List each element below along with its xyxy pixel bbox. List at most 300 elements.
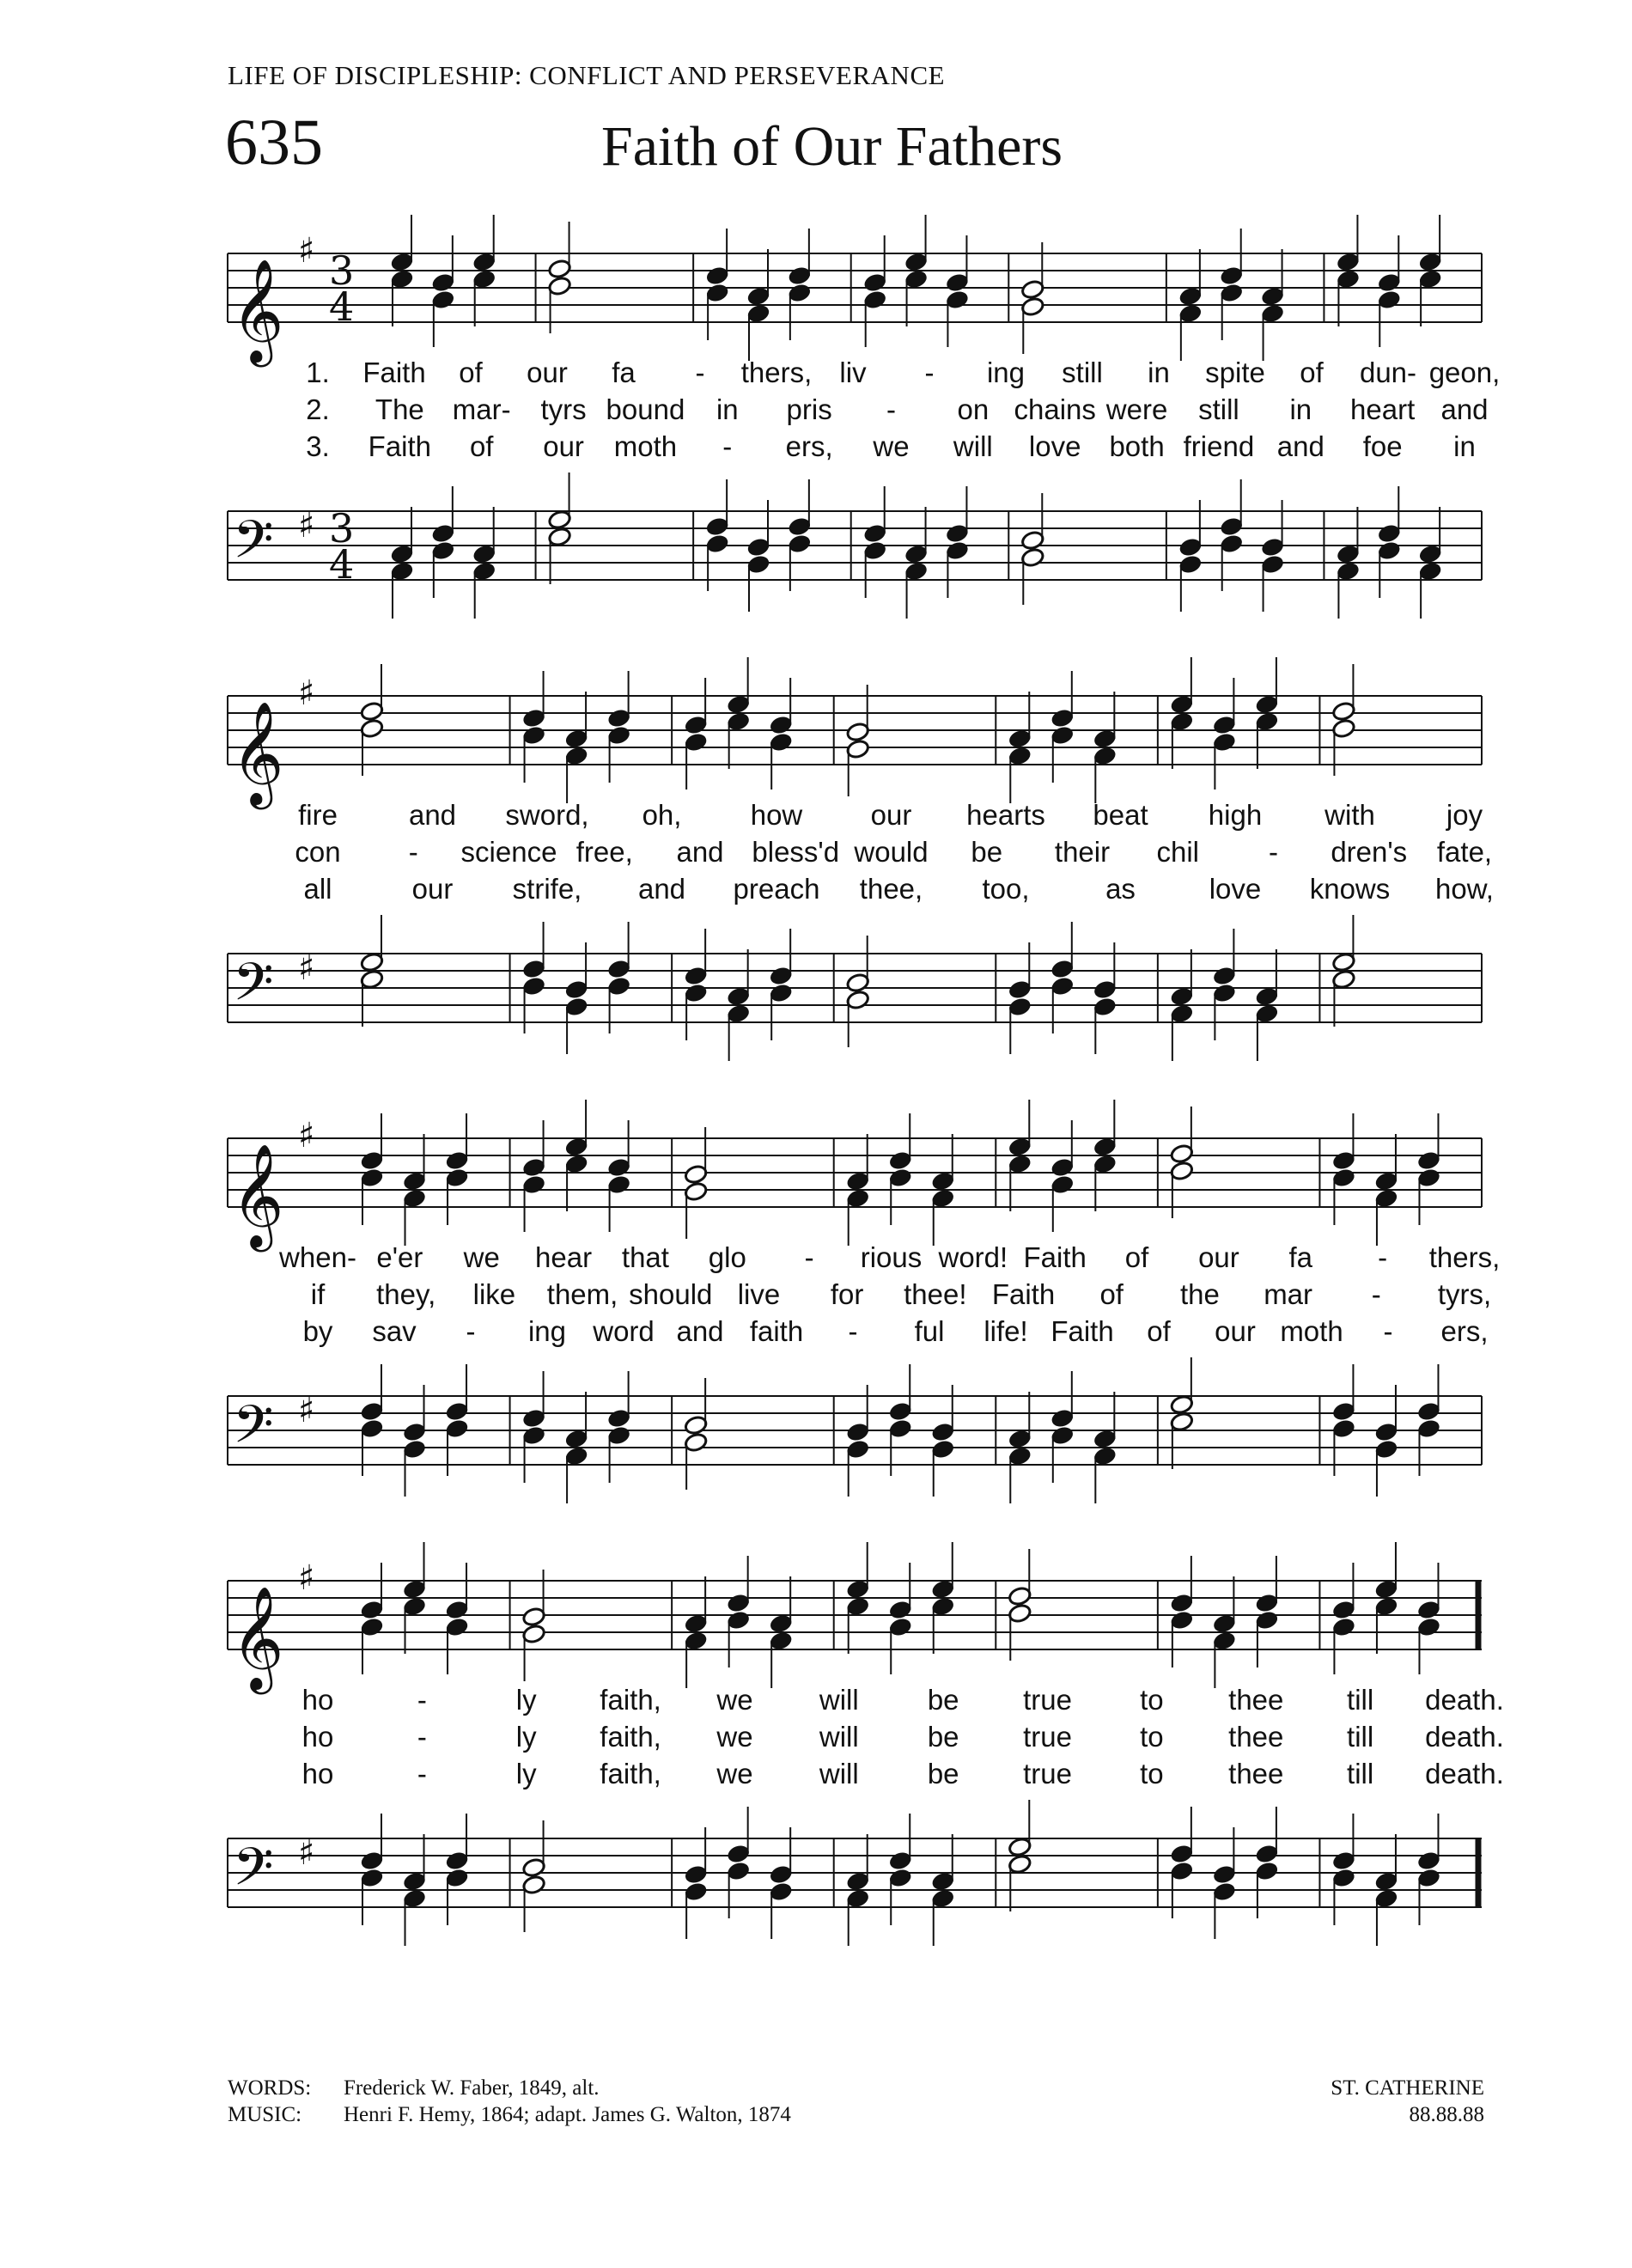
lyric-syllable: - <box>466 1315 476 1347</box>
verse-1-line <box>228 1684 1504 1718</box>
quarter-note-icon <box>445 1168 469 1188</box>
quarter-note-icon <box>1418 252 1442 272</box>
quarter-note-icon <box>1008 1446 1032 1466</box>
lyric-syllable: to <box>1140 1721 1164 1753</box>
quarter-note-icon <box>445 1418 469 1439</box>
quarter-note-icon <box>846 1596 870 1617</box>
lyric-syllable: were <box>1105 393 1168 425</box>
quarter-note-icon <box>863 290 887 310</box>
quarter-note-icon <box>1212 1631 1236 1651</box>
half-note-icon <box>360 952 384 972</box>
lyric-syllable: 2. <box>306 393 330 425</box>
lyric-syllable: thee! <box>904 1278 967 1310</box>
quarter-note-icon <box>431 523 455 544</box>
half-note-icon <box>360 701 384 722</box>
lyric-syllable: till <box>1347 1684 1374 1716</box>
lyric-syllable: we <box>716 1684 753 1716</box>
quarter-note-icon <box>402 1439 426 1460</box>
quarter-note-icon <box>1418 269 1442 290</box>
quarter-note-icon <box>431 540 455 561</box>
half-note-icon <box>360 969 384 990</box>
bass-staff <box>228 485 1482 606</box>
lyric-syllable: our <box>411 873 454 905</box>
quarter-note-icon <box>945 290 969 310</box>
quarter-note-icon <box>1377 540 1401 561</box>
lyric-syllable: Faith <box>362 357 426 388</box>
verse-1-line <box>228 357 1501 391</box>
quarter-note-icon <box>1220 265 1244 286</box>
quarter-note-icon <box>472 252 496 272</box>
quarter-note-icon <box>863 272 887 293</box>
lyric-syllable: thee <box>1228 1721 1284 1753</box>
lyric-syllable: faith, <box>600 1721 661 1753</box>
quarter-note-icon <box>402 1888 426 1909</box>
lyric-syllable: live <box>737 1278 781 1310</box>
lyric-syllable: would <box>854 836 929 868</box>
bass-staff <box>228 1813 1482 1933</box>
lyric-syllable: mar <box>1264 1278 1313 1310</box>
half-note-icon <box>1020 530 1044 551</box>
quarter-note-icon <box>931 1171 955 1192</box>
quarter-note-icon <box>1050 708 1075 729</box>
quarter-note-icon <box>1255 711 1279 732</box>
lyric-syllable: faith <box>749 1315 804 1347</box>
quarter-note-icon <box>1374 1579 1398 1600</box>
lyric-syllable: our <box>527 357 568 388</box>
quarter-note-icon <box>746 537 770 558</box>
quarter-note-icon <box>1418 561 1442 582</box>
tune-meter: 88.88.88 <box>1409 2103 1484 2126</box>
quarter-note-icon <box>360 1150 384 1171</box>
quarter-note-icon <box>606 1408 630 1429</box>
quarter-note-icon <box>1008 1429 1032 1449</box>
lyric-syllable: - <box>1378 1241 1388 1273</box>
quarter-note-icon <box>360 1401 384 1422</box>
lyric-syllable: moth <box>1280 1315 1343 1347</box>
half-note-icon <box>360 718 384 739</box>
quarter-note-icon <box>1336 544 1360 564</box>
quarter-note-icon <box>390 544 414 564</box>
quarter-note-icon <box>769 1881 793 1902</box>
quarter-note-icon <box>1220 516 1244 537</box>
quarter-note-icon <box>846 1171 870 1192</box>
lyric-syllable: we <box>716 1721 753 1753</box>
quarter-note-icon <box>769 1864 793 1885</box>
quarter-note-icon <box>431 272 455 293</box>
lyric-syllable: hear <box>535 1241 593 1273</box>
quarter-note-icon <box>1008 1137 1032 1157</box>
lyric-syllable: pris <box>786 393 832 425</box>
quarter-note-icon <box>402 1596 426 1617</box>
lyric-syllable: ers, <box>785 430 833 462</box>
lyric-syllable: of <box>1300 357 1324 388</box>
treble-clef-icon: 𝄞 <box>231 1585 284 1690</box>
half-note-icon <box>547 527 571 547</box>
lyric-syllable: true <box>1023 1684 1072 1716</box>
lyric-syllable: in <box>716 393 739 425</box>
lyric-syllable: ho <box>301 1758 334 1789</box>
lyric-syllable: spite <box>1205 357 1265 388</box>
half-note-icon <box>521 1624 545 1644</box>
quarter-note-icon <box>846 1422 870 1442</box>
quarter-note-icon <box>564 746 588 766</box>
lyric-syllable: 3. <box>306 430 330 462</box>
half-note-icon <box>846 990 870 1010</box>
quarter-note-icon <box>1178 537 1203 558</box>
quarter-note-icon <box>1050 1408 1075 1429</box>
quarter-note-icon <box>846 1871 870 1892</box>
lyric-syllable: strife, <box>512 873 582 905</box>
quarter-note-icon <box>904 544 928 564</box>
quarter-note-icon <box>888 1401 912 1422</box>
lyric-syllable: love <box>1209 873 1262 905</box>
quarter-note-icon <box>1008 997 1032 1017</box>
quarter-note-icon <box>1374 1439 1398 1460</box>
quarter-note-icon <box>606 1157 630 1178</box>
sharp-icon: ♯ <box>298 948 315 988</box>
half-note-icon <box>1331 952 1355 972</box>
lyric-syllable: all <box>303 873 332 905</box>
lyric-syllable: dren's <box>1331 836 1408 868</box>
half-note-icon <box>1170 1394 1194 1415</box>
music-system-1 <box>228 228 1501 623</box>
quarter-note-icon <box>1170 986 1194 1007</box>
quarter-note-icon <box>1374 1188 1398 1209</box>
quarter-note-icon <box>521 1425 545 1446</box>
half-note-icon <box>1008 1603 1032 1624</box>
lyric-syllable: thee, <box>859 873 923 905</box>
quarter-note-icon <box>931 1888 955 1909</box>
quarter-note-icon <box>521 725 545 746</box>
lyric-syllable: science <box>460 836 557 868</box>
lyric-syllable: our <box>870 799 912 831</box>
quarter-note-icon <box>1416 1418 1440 1439</box>
verse-2-line <box>228 393 1489 428</box>
quarter-note-icon <box>1255 1003 1279 1024</box>
lyric-syllable: if <box>310 1278 326 1310</box>
quarter-note-icon <box>445 1401 469 1422</box>
quarter-note-icon <box>888 1617 912 1637</box>
quarter-note-icon <box>746 303 770 324</box>
quarter-note-icon <box>606 1174 630 1195</box>
quarter-note-icon <box>726 1610 750 1631</box>
quarter-note-icon <box>1416 1850 1440 1871</box>
quarter-note-icon <box>472 561 496 582</box>
quarter-note-icon <box>1008 979 1032 1000</box>
quarter-note-icon <box>1178 286 1203 307</box>
half-note-icon <box>547 276 571 296</box>
lyric-syllable: be <box>971 836 1003 868</box>
lyric-syllable: will <box>819 1684 859 1716</box>
half-note-icon <box>1008 1854 1032 1875</box>
quarter-note-icon <box>945 272 969 293</box>
quarter-note-icon <box>1260 554 1284 575</box>
words-label: WORDS: <box>228 2076 312 2100</box>
quarter-note-icon <box>1331 1617 1355 1637</box>
quarter-note-icon <box>445 1850 469 1871</box>
half-note-icon <box>846 972 870 993</box>
lyric-syllable: still <box>1062 357 1103 388</box>
quarter-note-icon <box>1374 1596 1398 1617</box>
quarter-note-icon <box>1050 1174 1075 1195</box>
quarter-note-icon <box>1050 725 1075 746</box>
lyric-syllable: - <box>417 1758 427 1789</box>
lyric-syllable: - <box>417 1721 427 1753</box>
quarter-note-icon <box>1336 252 1360 272</box>
quarter-note-icon <box>1093 729 1117 749</box>
quarter-note-icon <box>888 1600 912 1620</box>
lyric-syllable: till <box>1347 1721 1374 1753</box>
quarter-note-icon <box>846 1579 870 1600</box>
lyric-syllable: ers, <box>1440 1315 1489 1347</box>
lyric-syllable: thers, <box>740 357 813 388</box>
half-note-icon <box>846 739 870 759</box>
quarter-note-icon <box>1331 1401 1355 1422</box>
lyric-syllable: ho <box>301 1684 334 1716</box>
lyric-syllable: of <box>459 357 483 388</box>
lyric-syllable: till <box>1347 1758 1374 1789</box>
quarter-note-icon <box>769 732 793 753</box>
quarter-note-icon <box>1170 1610 1194 1631</box>
lyric-syllable: Faith <box>1050 1315 1114 1347</box>
half-note-icon <box>1008 1586 1032 1606</box>
verse-2-line <box>228 1278 1492 1313</box>
lyric-syllable: them, <box>546 1278 618 1310</box>
quarter-note-icon <box>402 1871 426 1892</box>
music-label: MUSIC: <box>228 2103 302 2126</box>
quarter-note-icon <box>945 523 969 544</box>
lyric-syllable: when- <box>279 1241 356 1273</box>
quarter-note-icon <box>726 694 750 715</box>
lyric-syllable: mar- <box>452 393 511 425</box>
lyric-syllable: we <box>463 1241 500 1273</box>
lyric-syllable: - <box>1269 836 1278 868</box>
lyric-syllable: faith, <box>600 1684 661 1716</box>
quarter-note-icon <box>1260 303 1284 324</box>
lyric-syllable: - <box>408 836 418 868</box>
quarter-note-icon <box>1093 746 1117 766</box>
lyric-syllable: will <box>819 1758 859 1789</box>
quarter-note-icon <box>1212 966 1236 986</box>
quarter-note-icon <box>769 1613 793 1634</box>
quarter-note-icon <box>1008 1154 1032 1174</box>
quarter-note-icon <box>1336 269 1360 290</box>
half-note-icon <box>1170 1143 1194 1164</box>
quarter-note-icon <box>1416 1617 1440 1637</box>
quarter-note-icon <box>360 1168 384 1188</box>
quarter-note-icon <box>1212 715 1236 735</box>
lyric-syllable: as <box>1105 873 1136 905</box>
quarter-note-icon <box>769 1631 793 1651</box>
lyric-syllable: foe <box>1362 430 1403 462</box>
quarter-note-icon <box>788 283 812 303</box>
quarter-note-icon <box>1255 1593 1279 1613</box>
tune-name: ST. CATHERINE <box>1331 2076 1484 2100</box>
lyric-syllable: our <box>1215 1315 1256 1347</box>
quarter-note-icon <box>445 1150 469 1171</box>
lyric-syllable: we <box>716 1758 753 1789</box>
quarter-note-icon <box>1093 1429 1117 1449</box>
sharp-icon: ♯ <box>298 674 315 713</box>
quarter-note-icon <box>402 1188 426 1209</box>
quarter-note-icon <box>746 554 770 575</box>
lyric-syllable: - <box>886 393 896 425</box>
lyric-syllable: liv <box>839 357 867 388</box>
quarter-note-icon <box>1331 1600 1355 1620</box>
half-note-icon <box>1331 718 1355 739</box>
credits <box>228 2075 791 2128</box>
lyric-syllable: thers, <box>1428 1241 1501 1273</box>
half-note-icon <box>1170 1411 1194 1432</box>
lyric-syllable: ly <box>515 1758 537 1789</box>
quarter-note-icon <box>431 290 455 310</box>
quarter-note-icon <box>1170 694 1194 715</box>
quarter-note-icon <box>1093 997 1117 1017</box>
quarter-note-icon <box>564 1429 588 1449</box>
quarter-note-icon <box>888 1850 912 1871</box>
quarter-note-icon <box>606 708 630 729</box>
lyric-syllable: knows <box>1309 873 1391 905</box>
lyric-syllable: free, <box>575 836 633 868</box>
sharp-icon: ♯ <box>298 506 315 546</box>
lyric-syllable: life! <box>983 1315 1028 1347</box>
quarter-note-icon <box>445 1868 469 1888</box>
lyric-syllable: and <box>1440 393 1489 425</box>
lyric-syllable: love <box>1028 430 1081 462</box>
quarter-note-icon <box>402 1171 426 1192</box>
quarter-note-icon <box>1255 694 1279 715</box>
half-note-icon <box>547 259 571 279</box>
treble-staff <box>228 228 1482 363</box>
quarter-note-icon <box>931 1188 955 1209</box>
quarter-note-icon <box>846 1888 870 1909</box>
quarter-note-icon <box>705 533 729 554</box>
quarter-note-icon <box>904 561 928 582</box>
quarter-note-icon <box>360 1600 384 1620</box>
music-system-3 <box>228 1113 1501 1508</box>
lyric-syllable: be <box>927 1684 959 1716</box>
quarter-note-icon <box>888 1168 912 1188</box>
lyric-syllable: ing <box>986 357 1026 388</box>
quarter-note-icon <box>684 732 708 753</box>
half-note-icon <box>1331 701 1355 722</box>
quarter-note-icon <box>1336 561 1360 582</box>
quarter-note-icon <box>1374 1171 1398 1192</box>
lyric-syllable: on <box>957 393 990 425</box>
quarter-note-icon <box>1331 1868 1355 1888</box>
quarter-note-icon <box>360 1418 384 1439</box>
lyric-syllable: ho <box>301 1721 334 1753</box>
lyric-syllable: The <box>375 393 424 425</box>
quarter-note-icon <box>1377 290 1401 310</box>
time-signature-top: 3 <box>329 505 355 552</box>
lyric-syllable: by <box>302 1315 333 1347</box>
lyric-syllable: and <box>676 836 724 868</box>
half-note-icon <box>1170 1161 1194 1181</box>
half-note-icon <box>1020 279 1044 300</box>
lyric-syllable: friend <box>1183 430 1255 462</box>
quarter-note-icon <box>705 516 729 537</box>
lyric-syllable: in <box>1453 430 1476 462</box>
quarter-note-icon <box>521 1174 545 1195</box>
time-signature-bottom: 4 <box>329 284 355 330</box>
quarter-note-icon <box>472 544 496 564</box>
lyric-syllable: dun- <box>1359 357 1417 388</box>
lyric-syllable: - <box>722 430 733 462</box>
verse-3-line <box>228 430 1482 465</box>
quarter-note-icon <box>521 1157 545 1178</box>
quarter-note-icon <box>606 959 630 979</box>
quarter-note-icon <box>684 983 708 1003</box>
quarter-note-icon <box>521 1408 545 1429</box>
quarter-note-icon <box>564 1154 588 1174</box>
half-note-icon <box>521 1857 545 1878</box>
quarter-note-icon <box>1050 959 1075 979</box>
quarter-note-icon <box>1331 1850 1355 1871</box>
lyric-syllable: fa <box>612 357 636 388</box>
quarter-note-icon <box>1170 1003 1194 1024</box>
lyric-syllable: and <box>676 1315 724 1347</box>
bass-clef-icon: 𝄢 <box>233 952 274 1026</box>
treble-clef-icon: 𝄞 <box>231 700 284 805</box>
bass-clef-icon: 𝄢 <box>233 1394 274 1468</box>
quarter-note-icon <box>1377 272 1401 293</box>
lyric-syllable: for <box>830 1278 864 1310</box>
quarter-note-icon <box>564 1137 588 1157</box>
lyric-syllable: the <box>1179 1278 1220 1310</box>
quarter-note-icon <box>904 269 928 290</box>
treble-staff <box>228 670 1482 805</box>
quarter-note-icon <box>684 1881 708 1902</box>
lyric-syllable: our <box>543 430 584 462</box>
quarter-note-icon <box>1212 1881 1236 1902</box>
quarter-note-icon <box>360 1850 384 1871</box>
quarter-note-icon <box>564 729 588 749</box>
quarter-note-icon <box>684 1631 708 1651</box>
quarter-note-icon <box>1374 1888 1398 1909</box>
quarter-note-icon <box>1050 1425 1075 1446</box>
bass-staff <box>228 1370 1482 1491</box>
quarter-note-icon <box>1093 1446 1117 1466</box>
lyric-syllable: still <box>1198 393 1239 425</box>
tune-info <box>1331 2075 1484 2128</box>
quarter-note-icon <box>931 1422 955 1442</box>
half-note-icon <box>846 722 870 742</box>
quarter-note-icon <box>564 997 588 1017</box>
lyric-syllable: death. <box>1425 1721 1504 1753</box>
quarter-note-icon <box>846 1439 870 1460</box>
quarter-note-icon <box>684 1864 708 1885</box>
half-note-icon <box>1020 296 1044 317</box>
sharp-icon: ♯ <box>298 1833 315 1873</box>
lyric-syllable: con <box>295 836 341 868</box>
quarter-note-icon <box>1170 711 1194 732</box>
quarter-note-icon <box>931 1579 955 1600</box>
lyric-syllable: their <box>1054 836 1111 868</box>
lyric-syllable: moth <box>613 430 678 462</box>
lyric-syllable: we <box>873 430 910 462</box>
quarter-note-icon <box>360 1617 384 1637</box>
lyric-syllable: ful <box>914 1315 945 1347</box>
lyric-syllable: be <box>927 1758 959 1789</box>
verse-1-line <box>228 1241 1501 1276</box>
quarter-note-icon <box>390 252 414 272</box>
quarter-note-icon <box>606 976 630 997</box>
hymn-number: 635 <box>225 107 323 179</box>
quarter-note-icon <box>1416 1600 1440 1620</box>
quarter-note-icon <box>1331 1418 1355 1439</box>
half-note-icon <box>521 1606 545 1627</box>
